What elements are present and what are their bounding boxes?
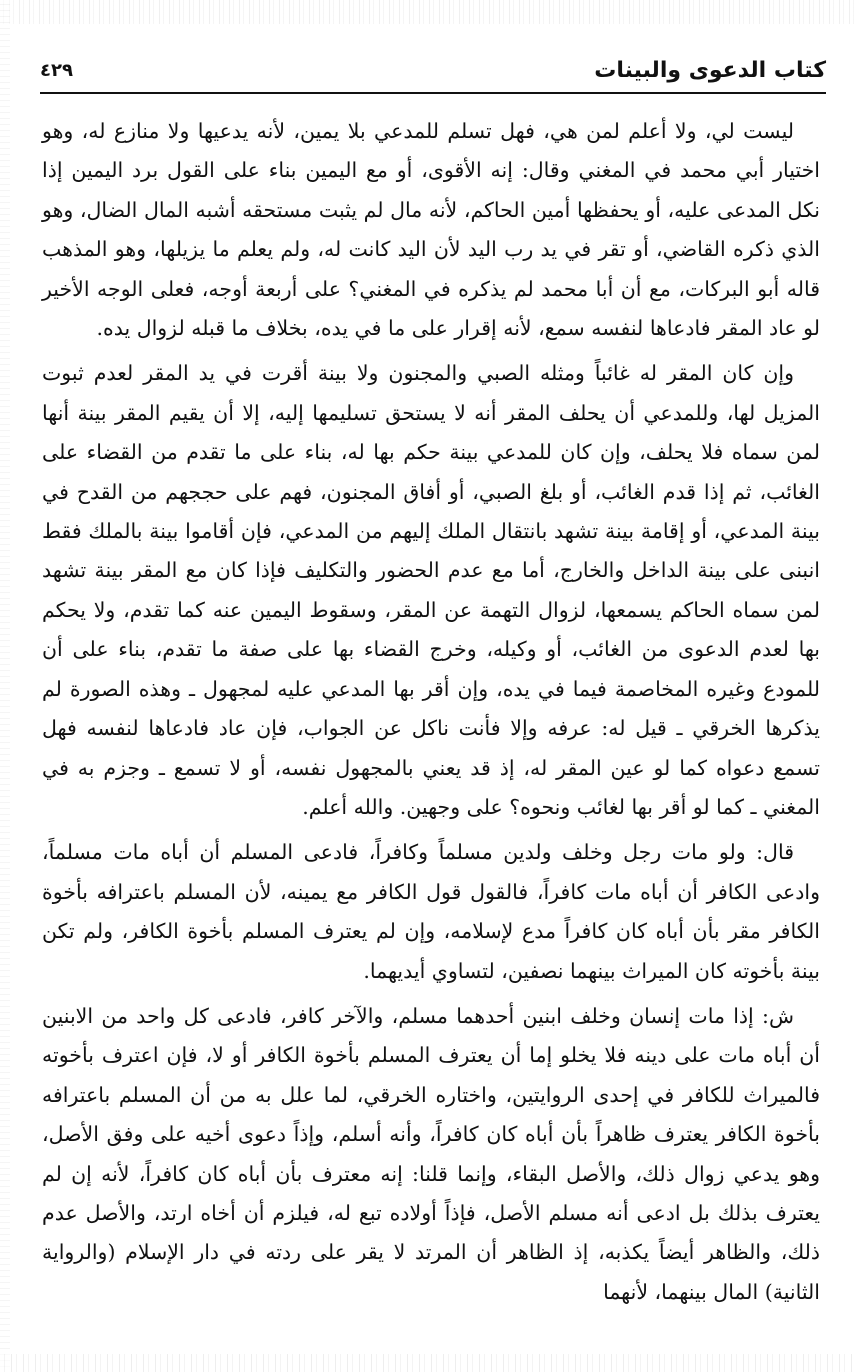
header-rule [40,92,826,94]
book-title: كتاب الدعوى والبينات [594,58,826,83]
page-number: ٤٢٩ [40,60,73,81]
paragraph: وإن كان المقر له غائباً ومثله الصبي والمجنون ولا بينة أقرت في يد المقر لعدم ثبوت المزيل لها، وللمدعي أن يحلف المقر أنه لا يستحق تسليمها إليه، إلا أن يقيم المقر بينة أنها لمن سماه فلا يحلف، وإن كان للمدعي بينة حكم بها له، بناء على ما تقدم من القضاء على الغائب، ثم إذا قدم الغائب، أو بلغ الصبي، أو أفاق المجنون، فهم على حججهم من القدح في بينة المدعي، أو إقامة بينة تشهد بانتقال الملك إليهم من المدعي، فإن أقاموا بينة بالملك فقط انبنى على بينة الداخل والخارج، أما مع عدم الحضور والتكليف فإذا كان مع المقر بينة تشهد لمن سماه الحاكم يسمعها، لزوال التهمة عن المقر، وسقوط اليمين عنه كما تقدم، ولا يحكم بها لعدم الدعوى من الغائب، أو وكيله، وخرج القضاء بها على صفة ما تقدم، بناء على أن للمودع وغيره المخاصمة فيما في يده، وإن أقر بها المدعي عليه لمجهول ـ وهذه الصورة لم يذكرها الخرقي ـ قيل له: عرفه وإلا فأنت ناكل عن الجواب، فإن عاد فادعاها لنفسه فهل تسمع دعواه كما لو عين المقر له، إذ قد يعني بالمجهول نفسه، أو لا تسمع ـ وجزم به في المغني ـ كما لو أقر بها لغائب ونحوه؟ على وجهين. والله أعلم. [42,361,820,819]
page-body [42,112,820,1312]
paragraph: قال: ولو مات رجل وخلف ولدين مسلماً وكافراً، فادعى المسلم أن أباه مات مسلماً، وادعى الكافر أن أباه مات كافراً، فالقول قول الكافر مع يمينه، لأن المسلم باعترافه بأخوة الكافر مقر بأن أباه كان كافراً مدع لإسلامه، وإن لم يعترف المسلم بأخوة الكافر، ولم تكن بينة بأخوته كان الميراث بينهما نصفين، لتساوي أيديهما. [42,840,820,983]
paragraph: ش: إذا مات إنسان وخلف ابنين أحدهما مسلم، والآخر كافر، فادعى كل واحد من الابنين أن أباه مات على دينه فلا يخلو إما أن يعترف المسلم بأخوة الكافر أو لا، فإن اعترف بأخوته فالميراث للكافر في إحدى الروايتين، واختاره الخرقي، لما علل به من أن المسلم باعترافه بأخوة الكافر يعترف ظاهراً بأن أباه كان كافراً، وأنه أسلم، وإذاً دعوى أخيه على وفق الأصل، وهو يدعي زوال ذلك، والأصل البقاء، وإنما قلنا: إنه معترف بأن أباه كان كافراً، لأنه إن لم يعترف بذلك بل ادعى أنه مسلم الأصل، فإذاً أولاده تبع له، فيلزم أن أخاه ارتد، والأصل عدم ذلك، والظاهر أيضاً يكذبه، إذ الظاهر أن المرتد لا يقر على ردته في دار الإسلام (والرواية الثانية) المال بينهما، لأنهما [42,1003,820,1304]
page-header [40,48,826,98]
scan-noise-left [0,0,10,1372]
paragraph: ليست لي، ولا أعلم لمن هي، فهل تسلم للمدعي بلا يمين، لأنه يدعيها ولا منازع له، وهو اختيار أبي محمد في المغني وقال: إنه الأقوى، أو مع اليمين بناء على القول برد اليمين إذا نكل المدعى عليه، أو يحفظها أمين الحاكم، لأنه مال لم يثبت مستحقه أشبه المال الضال، وهو الذي ذكره القاضي، أو تقر في يد رب اليد لأن اليد كانت له، ولم يعلم ما يزيلها، وهو المذهب قاله أبو البركات، مع أن أبا محمد لم يذكره في المغني؟ على أربعة أوجه، فعلى الوجه الأخير لو عاد المقر فادعاها لنفسه سمع، لأنه إقرار على ما في يده، بخلاف ما قبله لزوال يده. [42,119,820,341]
scan-noise-bottom [0,1354,856,1372]
scan-noise-top [0,0,856,24]
